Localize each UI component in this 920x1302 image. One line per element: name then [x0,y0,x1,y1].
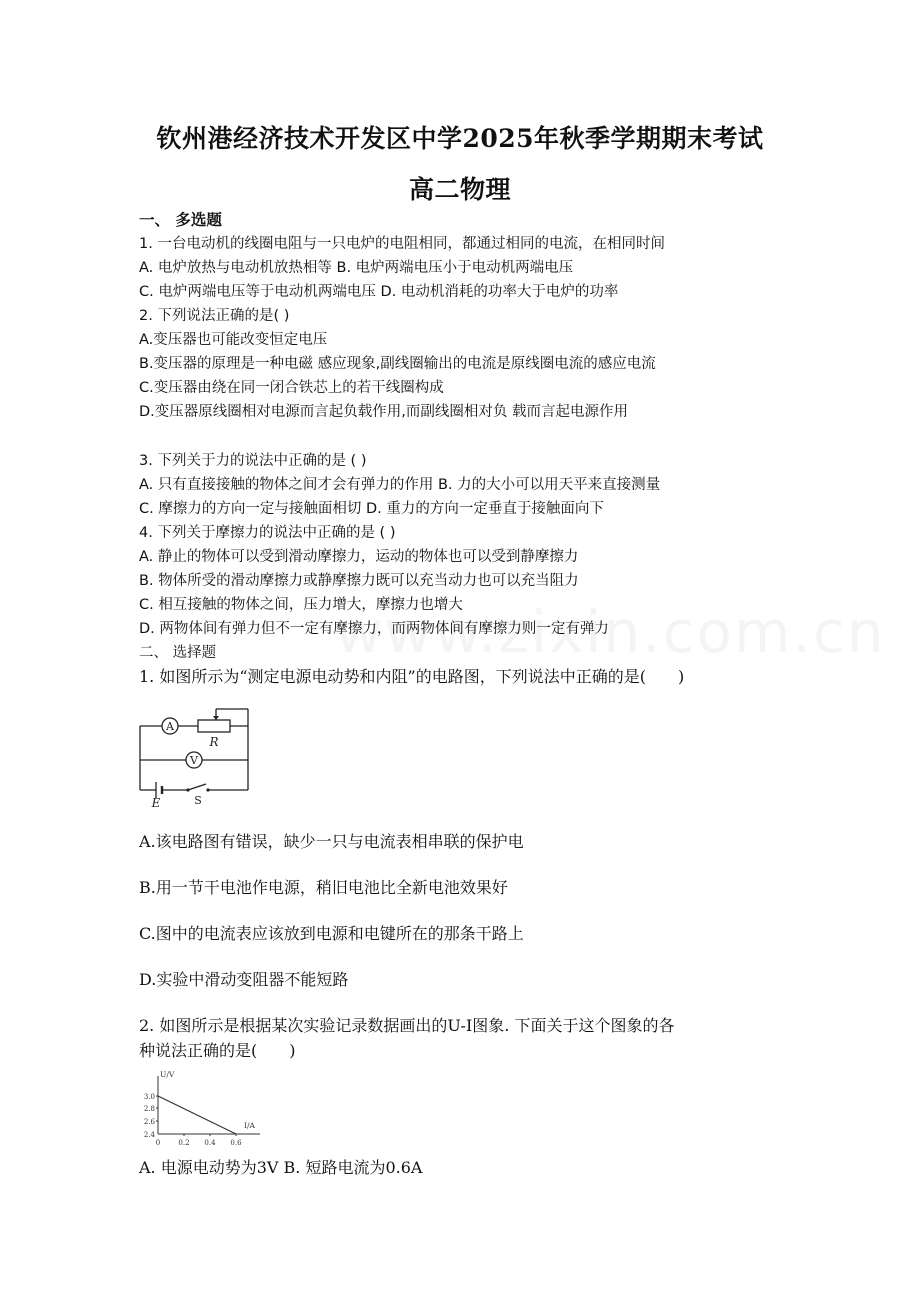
exam-subtitle: 高二物理 [408,175,511,204]
switch-label: S [194,794,202,807]
ammeter-symbol [162,718,178,734]
question-line: A.变压器也可能改变恒定电压 [139,332,328,348]
question-line: D.变压器原线圈相对电源而言起负载作用,而副线圈相对负 载而言起电源作用 [139,404,628,420]
question-line: 2. 如图所示是根据某次实验记录数据画出的U-I图象. 下面关于这个图象的各 [139,1016,675,1035]
question-line: C. 相互接触的物体之间，压力增大，摩擦力也增大 [139,597,463,613]
y-tick-label: 2.6 [143,1118,155,1126]
question-line: A. 电炉放热与电动机放热相等 B. 电炉两端电压小于电动机两端电压 [139,260,574,276]
ammeter-label: A [166,720,174,733]
question-line: C. 电炉两端电压等于电动机两端电压 D. 电动机消耗的功率大于电炉的功率 [139,284,619,300]
u-i-graph [138,1068,268,1150]
x-tick-label: 0.6 [230,1139,242,1147]
option-line: C.图中的电流表应该放到电源和电键所在的那条干路上 [139,924,524,943]
voltmeter-label: V [190,754,198,767]
section1-heading: 一、 多选题 [139,211,222,229]
y-axis-label: U/V [160,1070,175,1079]
question-line: 3. 下列关于力的说法中正确的是 ( ) [139,453,367,469]
question-line: 2. 下列说法正确的是( ) [139,308,290,324]
circuit-diagram [136,706,252,810]
question-line: C.变压器由绕在同一闭合铁芯上的若干线圈构成 [139,380,444,396]
question-line: 4. 下列关于摩擦力的说法中正确的是 ( ) [139,525,396,541]
u-i-line [158,1096,236,1134]
battery-label: E [151,796,161,810]
x-tick-label: 0.4 [204,1139,216,1147]
question-line: 种说法正确的是( ) [139,1041,296,1060]
x-tick-label: 0 [155,1139,161,1147]
y-tick-label: 2.4 [143,1131,155,1139]
question-line: A. 只有直接接触的物体之间才会有弹力的作用 B. 力的大小可以用天平来直接测量 [139,477,661,493]
question-line: B. 物体所受的滑动摩擦力或静摩擦力既可以充当动力也可以充当阻力 [139,573,579,589]
x-axis-label: I/A [244,1121,255,1130]
option-line: A.该电路图有错误，缺少一只与电流表相串联的保护电 [139,832,524,851]
option-line: A. 电源电动势为3V B. 短路电流为0.6A [139,1158,423,1177]
question-line: 1. 一台电动机的线圈电阻与一只电炉的电阻相同，都通过相同的电流，在相同时间 [139,236,665,252]
voltmeter-symbol [186,752,202,768]
question-line: D. 两物体间有弹力但不一定有摩擦力，而两物体间有摩擦力则一定有弹力 [139,621,609,637]
y-tick-label: 3.0 [143,1093,155,1101]
question-line: A. 静止的物体可以受到滑动摩擦力，运动的物体也可以受到静摩擦力 [139,549,579,565]
rheostat-label: R [209,735,219,749]
section2-heading: 二、 选择题 [139,645,217,661]
question-line: B.变压器的原理是一种电磁 感应现象,副线圈输出的电流是原线圈电流的感应电流 [139,356,656,372]
question-line: C. 摩擦力的方向一定与接触面相切 D. 重力的方向一定垂直于接触面向下 [139,501,604,517]
x-tick-label: 0.2 [178,1139,190,1147]
question-line: 1. 如图所示为“测定电源电动势和内阻”的电路图，下列说法中正确的是( ) [139,667,685,686]
option-line: D.实验中滑动变阻器不能短路 [139,970,349,989]
exam-title: 钦州港经济技术开发区中学2025年秋季学期期末考试 [156,124,764,153]
y-tick-label: 2.8 [143,1105,155,1113]
option-line: B.用一节干电池作电源，稍旧电池比全新电池效果好 [139,878,508,897]
